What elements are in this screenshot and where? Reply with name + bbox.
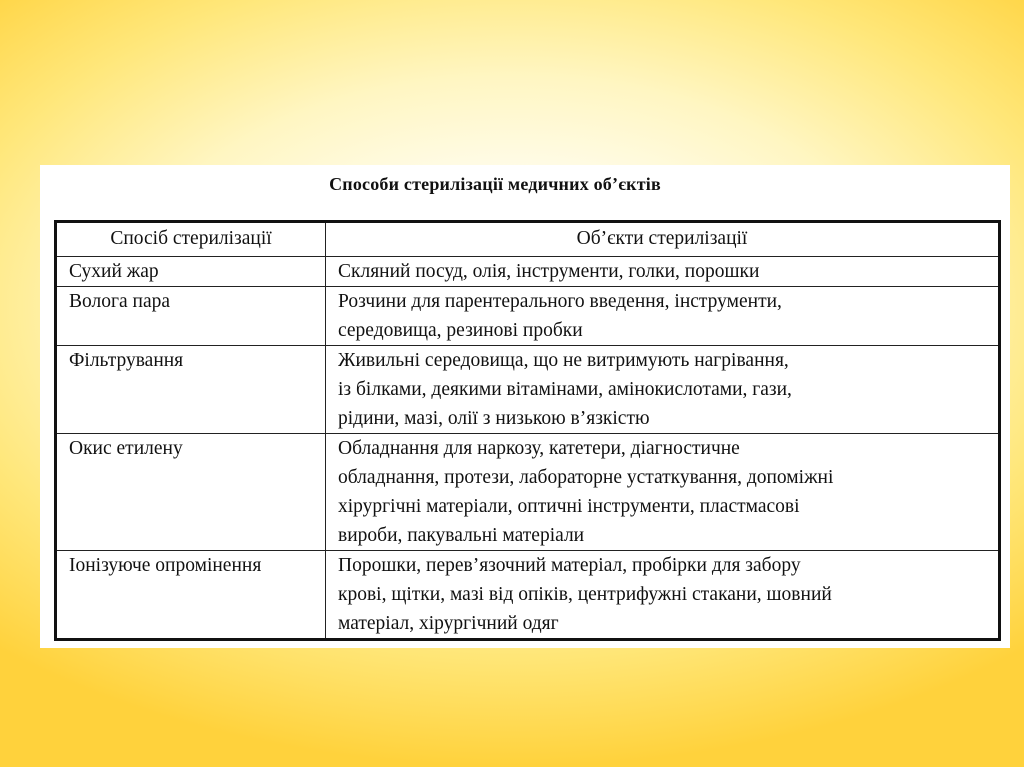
method-cell: Іонізуюче опромінення bbox=[56, 551, 326, 640]
objects-line: із білками, деякими вітамінами, амінокислотами, гази, bbox=[338, 379, 792, 400]
objects-line: рідини, мазі, олії з низькою в’язкістю bbox=[338, 408, 650, 429]
objects-line: Живильні середовища, що не витримують нагрівання, bbox=[338, 350, 789, 371]
objects-cell bbox=[326, 551, 1000, 640]
table-row bbox=[56, 346, 1000, 434]
objects-cell bbox=[326, 287, 1000, 346]
table-row bbox=[56, 434, 1000, 551]
objects-cell bbox=[326, 346, 1000, 434]
objects-cell bbox=[326, 434, 1000, 551]
table-row bbox=[56, 287, 1000, 346]
objects-line: Скляний посуд, олія, інструменти, голки, порошки bbox=[338, 261, 760, 282]
method-cell: Сухий жар bbox=[56, 257, 326, 287]
objects-cell bbox=[326, 257, 1000, 287]
method-cell: Фільтрування bbox=[56, 346, 326, 434]
objects-line: Порошки, перев’язочний матеріал, пробірки для забору bbox=[338, 555, 801, 576]
objects-line: крові, щітки, мазі від опіків, центрифужні стакани, шовний bbox=[338, 584, 832, 605]
objects-line: матеріал, хірургічний одяг bbox=[338, 613, 559, 634]
objects-line: хірургічні матеріали, оптичні інструменти, пластмасові bbox=[338, 496, 800, 517]
header-row bbox=[56, 222, 1000, 257]
objects-line: обладнання, протези, лабораторне устаткування, допоміжні bbox=[338, 467, 834, 488]
objects-line: середовища, резинові пробки bbox=[338, 320, 583, 341]
objects-line: Обладнання для наркозу, катетери, діагностичне bbox=[338, 438, 740, 459]
header-objects: Об’єкти стерилізації bbox=[326, 222, 1000, 257]
method-cell: Окис етилену bbox=[56, 434, 326, 551]
sterilization-table bbox=[54, 220, 1001, 641]
header-method: Спосіб стерилізації bbox=[56, 222, 326, 257]
method-cell: Волога пара bbox=[56, 287, 326, 346]
table-panel bbox=[40, 165, 1010, 648]
table-row bbox=[56, 551, 1000, 640]
table-caption: Способи стерилізації медичних об’єктів bbox=[329, 174, 661, 194]
objects-line: вироби, пакувальні матеріали bbox=[338, 525, 585, 546]
objects-line: Розчини для парентерального введення, інструменти, bbox=[338, 291, 782, 312]
table-row bbox=[56, 257, 1000, 287]
